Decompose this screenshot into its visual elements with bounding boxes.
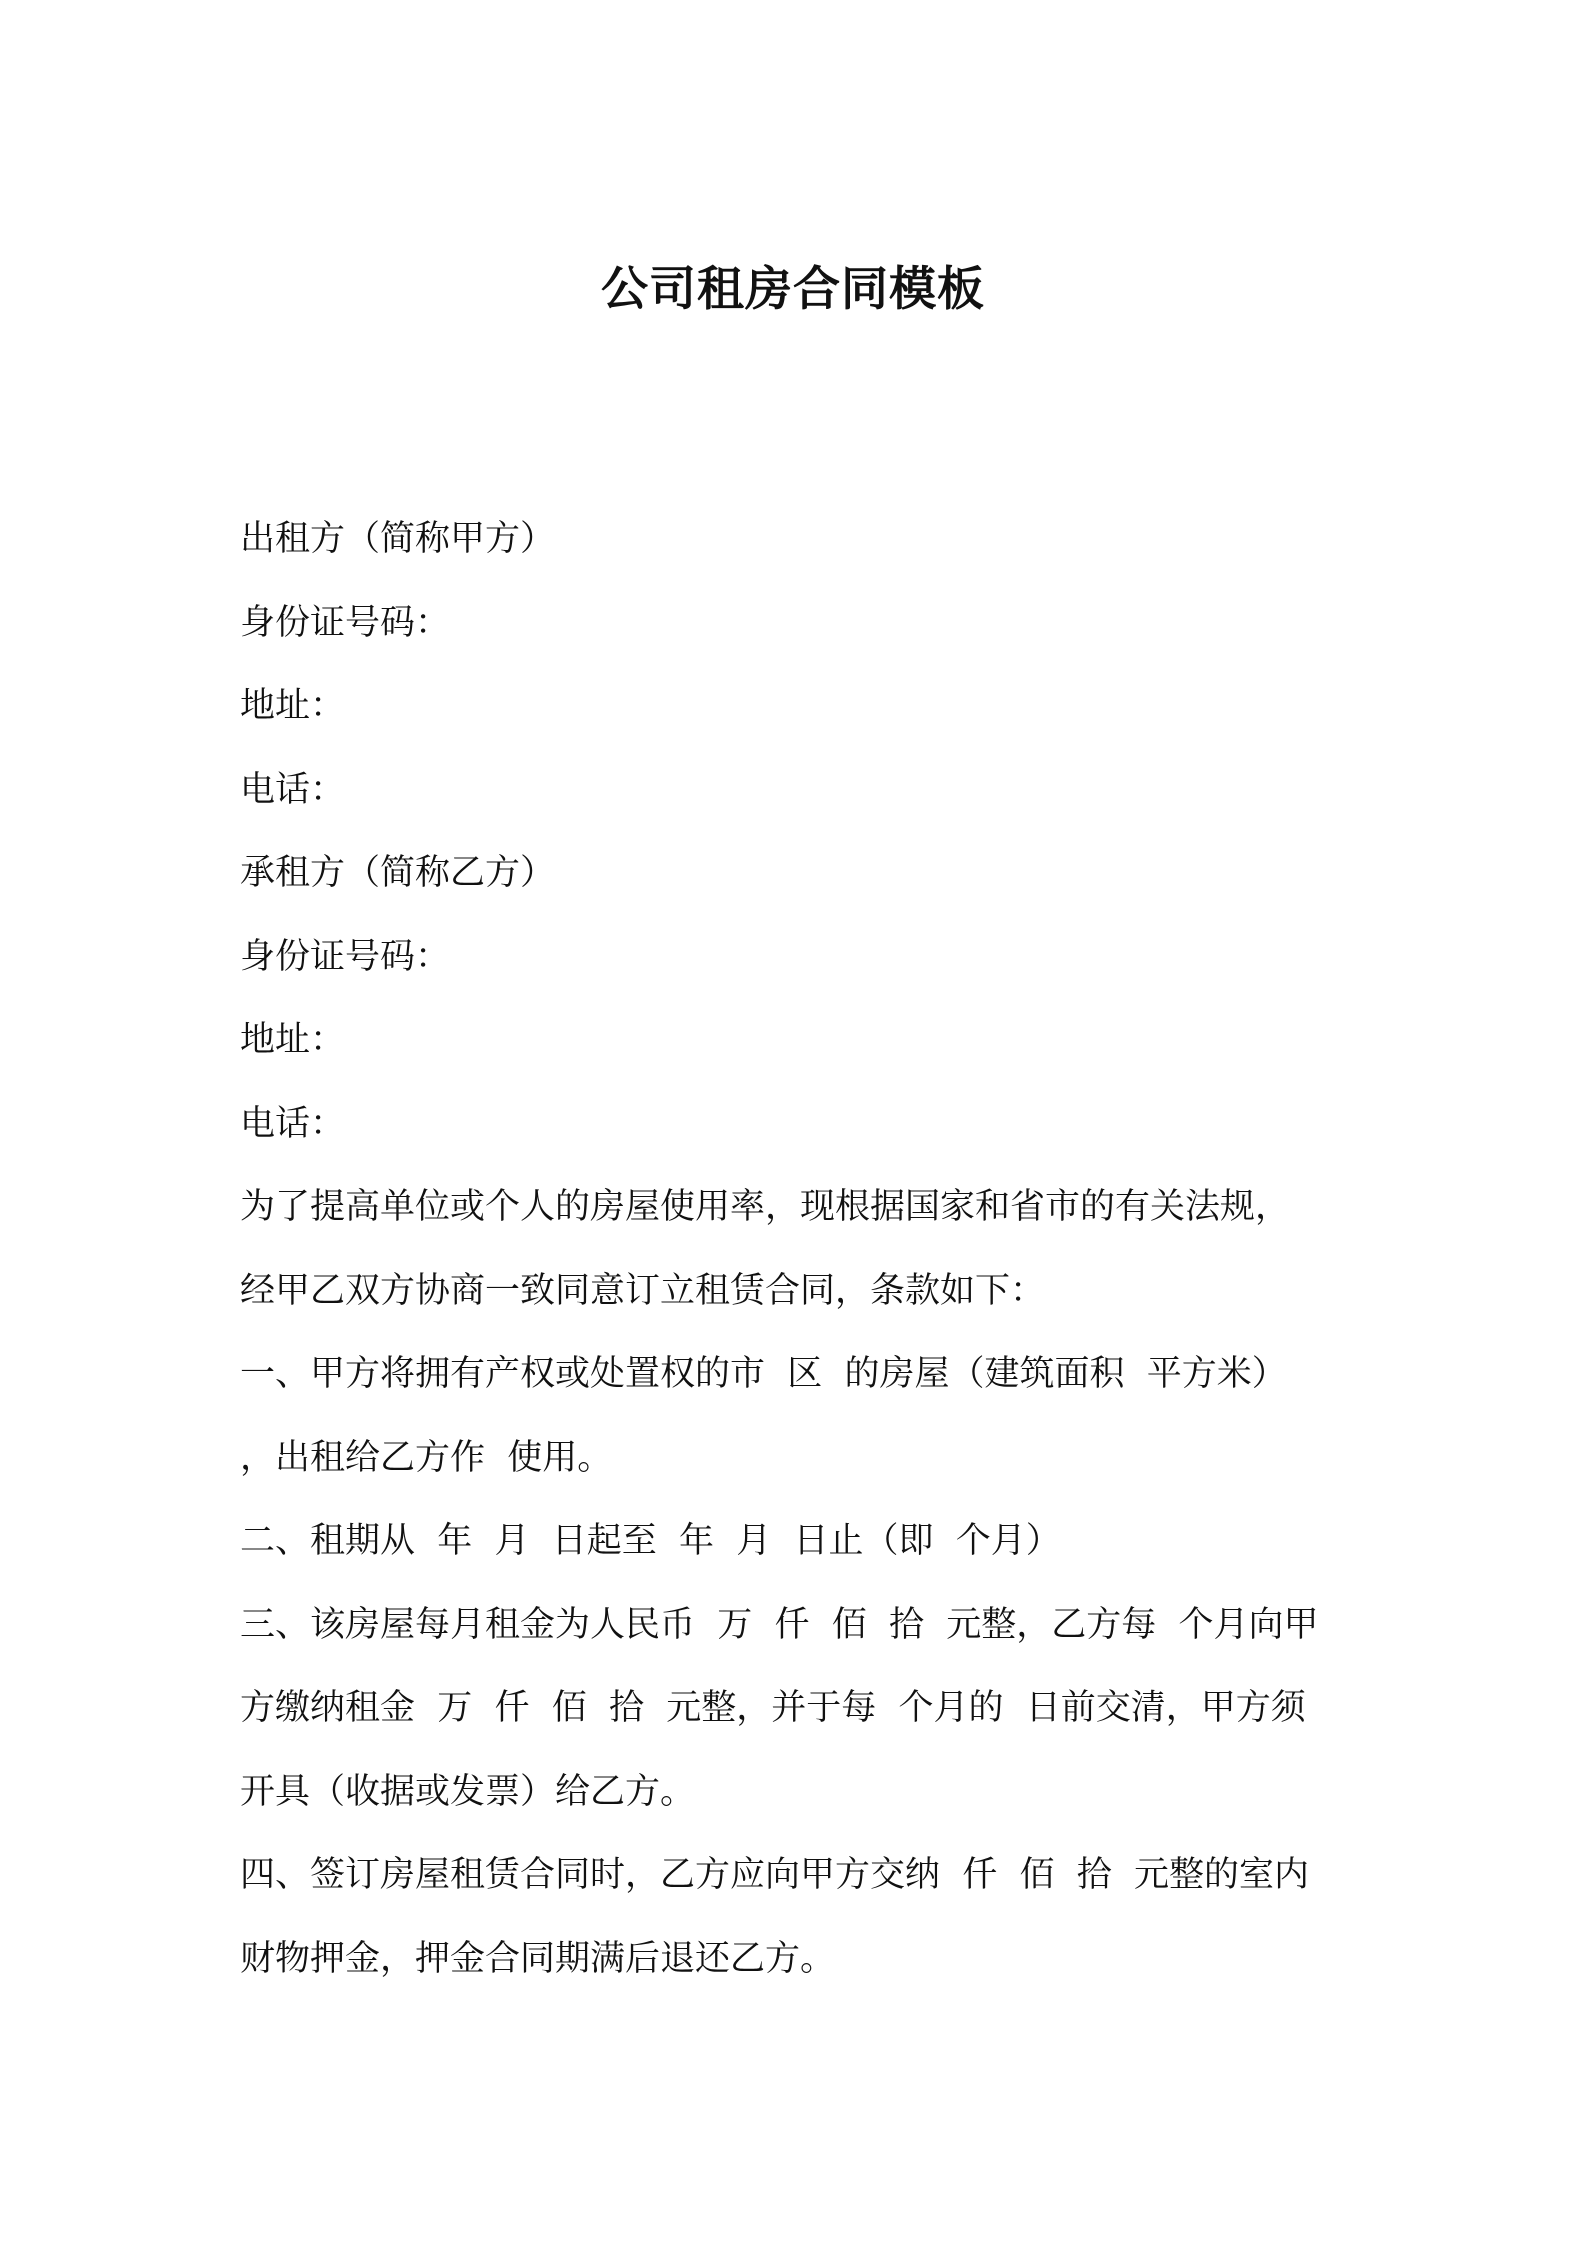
clause-2-line-1: 二、租期从 年 月 日起至 年 月 日止（即 个月） [240, 1521, 1061, 1561]
lessor-address-label: 地址： [240, 686, 346, 726]
lessee-address-label: 地址： [240, 1020, 346, 1060]
lessor-label: 出租方（简称甲方） [240, 519, 556, 559]
clause-1-line-1: 一、甲方将拥有产权或处置权的市 区 的房屋（建筑面积 平方米） [240, 1354, 1287, 1394]
clause-3-line-3: 开具（收据或发票）给乙方。 [240, 1771, 696, 1812]
clause-4-line-1: 四、签订房屋租赁合同时，乙方应向甲方交纳 仟 佰 拾 元整的室内 [240, 1855, 1310, 1895]
lessor-id-label: 身份证号码： [240, 602, 451, 643]
clause-4-line-2: 财物押金，押金合同期满后退还乙方。 [240, 1938, 836, 1979]
preamble-line-1: 为了提高单位或个人的房屋使用率，现根据国家和省市的有关法规， [240, 1187, 1291, 1227]
document-title: 公司租房合同模板 [601, 262, 985, 317]
clause-3-line-1: 三、该房屋每月租金为人民币 万 仟 佰 拾 元整，乙方每 个月向甲 [240, 1604, 1319, 1645]
lessee-phone-label: 电话： [240, 1103, 346, 1144]
lessee-label: 承租方（简称乙方） [240, 853, 556, 893]
lessor-phone-label: 电话： [240, 769, 346, 810]
preamble-line-2: 经甲乙双方协商一致同意订立租赁合同，条款如下： [240, 1270, 1046, 1311]
clause-1-line-2: ，出租给乙方作 使用。 [240, 1437, 613, 1478]
document-body [240, 498, 1360, 2001]
lessee-id-label: 身份证号码： [240, 936, 451, 977]
clause-3-line-2: 方缴纳租金 万 仟 佰 拾 元整，并于每 个月的 日前交清，甲方须 [240, 1688, 1306, 1728]
